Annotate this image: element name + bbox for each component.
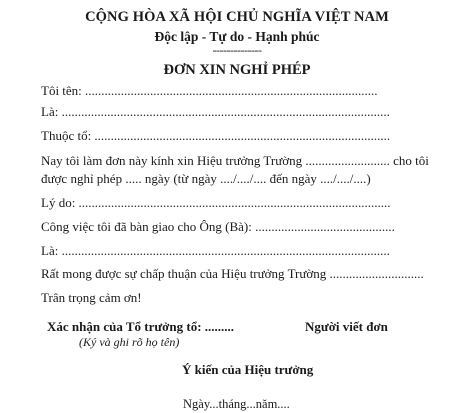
form-line-handover-position: Là: .....................................................................................................	[41, 243, 390, 258]
national-motto: Độc lập - Tự do - Hạnh phúc	[154, 29, 320, 44]
form-line-thanks: Trân trọng cảm ơn!	[41, 290, 142, 305]
form-line-handover: Công việc tôi đã bàn giao cho Ông (Bà): ...........................................	[41, 219, 395, 234]
form-line-name: Tôi tên: ..........................................................................................	[41, 83, 378, 98]
header-divider: --------------	[212, 43, 262, 57]
team-leader-signature-note: (Ký và ghi rõ họ tên)	[79, 335, 180, 349]
principal-opinion-label: Ý kiến của Hiệu trưởng	[182, 362, 314, 377]
form-line-leave-dates: được nghỉ phép ..... ngày (từ ngày ..../..../.... đến ngày ..../..../....)	[41, 171, 371, 186]
date-line: Ngày...tháng...năm....	[183, 397, 290, 411]
applicant-signature-label: Người viết đơn	[305, 319, 388, 334]
form-line-request: Nay tôi làm đơn này kính xin Hiệu trưởng Trường .......................... cho tôi	[41, 153, 429, 168]
form-title: ĐƠN XIN NGHỈ PHÉP	[163, 62, 311, 78]
national-title: CỘNG HÒA XÃ HỘI CHỦ NGHĨA VIỆT NAM	[85, 9, 389, 25]
form-line-reason: Lý do: ................................................................................................	[41, 195, 391, 210]
form-line-team: Thuộc tổ: ...........................................................................................	[41, 128, 391, 143]
team-leader-confirmation-label: Xác nhận của Tổ trưởng tổ: .........	[47, 319, 235, 334]
form-line-position: Là: .....................................................................................................	[41, 104, 390, 119]
form-line-approval-request: Rất mong được sự chấp thuận của Hiệu trưởng Trường .............................	[41, 266, 424, 281]
